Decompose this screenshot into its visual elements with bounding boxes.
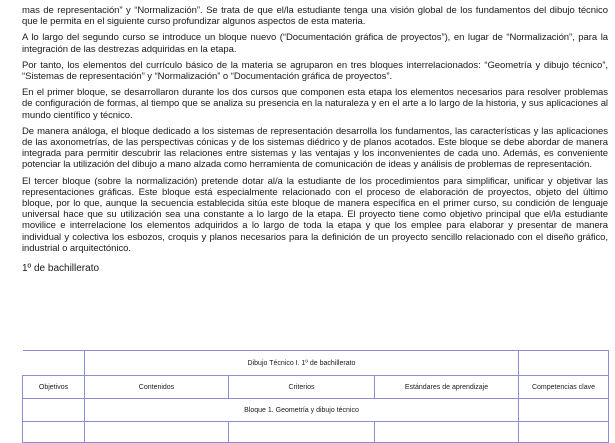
table-block-row [23, 399, 609, 422]
header-competencias: Competencias clave [519, 376, 609, 399]
table-title: Dibujo Técnico I. 1º de bachillerato [85, 351, 519, 376]
paragraph-2: A lo largo del segundo curso se introduce un bloque nuevo (“Documentación gráfica de proyectos”), en lugar de “Normalización”, para la integración de las destrezas adquiridas en la etapa. [22, 32, 608, 55]
paragraph-3: Por tanto, los elementos del currículo básico de la materia se agruparon en tres bloques interrelacionados: “Geometría y dibujo técnico”, “Sistemas de representación” y “Normalización” o “Documentación gráfica de proyectos”. [22, 59, 608, 83]
header-estandares: Estándares de aprendizaje [375, 376, 519, 399]
table-row [23, 422, 609, 443]
header-objetivos: Objetivos [23, 376, 85, 399]
table-title-row [23, 351, 609, 376]
paragraph-1: mas de representación” y “Normalización”. Se trata de que el/la estudiante tenga una visión global de los fundamentos del dibujo técnico que le permita en el siguiente curso profundizar algunos aspectos de esta materia. [22, 5, 608, 28]
header-criterios: Criterios [229, 376, 375, 399]
curriculum-table [22, 350, 609, 443]
paragraph-4: En el primer bloque, se desarrollaron durante los dos cursos que componen esta etapa los elementos necesarios para resolver problemas de configuración de formas, al tiempo que se analiza su presencia en la naturaleza y en el arte a lo largo de la historia, y sus aplicaciones al mundo científico y técnico. [22, 87, 608, 121]
document-body [22, 5, 608, 286]
paragraph-5: De manera análoga, el bloque dedicado a los sistemas de representación desarrolla los fundamentos, las características y las aplicaciones de las axonometrías, de las perspectivas cónicas y de los sistemas diédrico y de planos acotados. Este bloque se debe abordar de manera integrada para permitir descubrir las relaciones entre sistemas y las ventajas y los inconvenientes de cada uno. Además, es conveniente potenciar la utilización del dibujo a mano alzada como herramienta de comunicación de ideas y análisis de problemas de representación. [22, 125, 608, 171]
paragraph-6: El tercer bloque (sobre la normalización) pretende dotar al/a la estudiante de los procedimientos para simplificar, unificar y objetivar las representaciones gráficas. Este bloque está especialmente relacionado con el proceso de elaboración de proyectos, objeto del último bloque, por lo que, aunque la secuencia establecida sitúa este bloque de manera específica en el primer curso, su condición de lenguaje universal hace que su utilización sea una constante a lo largo de la etapa. El proyecto tiene como objetivo principal que el/la estudiante movilice e interrelacione los elementos adquiridos a lo largo de toda la etapa y que los emplee para elaborar y presentar de manera individual y colectiva los esbozos, croquis y planos necesarios para la definición de un proyecto sencillo relacionado con el diseño gráfico, industrial o arquitectónico. [22, 175, 608, 254]
section-heading: 1º de bachillerato [22, 263, 100, 275]
header-contenidos: Contenidos [85, 376, 229, 399]
block-title: Bloque 1. Geometría y dibujo técnico [85, 399, 519, 422]
table-header-row [23, 376, 609, 399]
